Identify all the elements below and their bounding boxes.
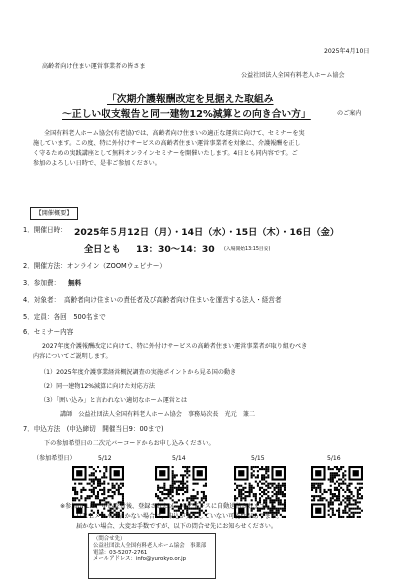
- content-description: 内容についてご説明します。: [33, 353, 112, 360]
- method: 2．開催方法：オンライン（ZOOMウェビナー）: [23, 262, 167, 270]
- qr-date-label: 5/12: [98, 455, 112, 462]
- intro-line: 全国有料老人ホーム協会(有老協)では、高齢者向け住まいの適正な運営に向けて、セミナーを実: [44, 130, 305, 137]
- qr-code-5-16[interactable]: [311, 466, 363, 518]
- desired-date-label: （参加希望日）: [33, 455, 76, 462]
- overview-label: 【開催概要】: [30, 207, 78, 220]
- time-note: (入場開始13:15目安): [224, 247, 271, 252]
- qr-date-label: 5/14: [172, 455, 186, 462]
- note-line: ※参加URLは、申込受付後、登録されたメールアドレスに自動送信されます。: [60, 503, 272, 510]
- qr-date-label: 5/15: [251, 455, 265, 462]
- content-description: 2027年度介護報酬改定に向けて、特に外付けサービスの高齢者住まい運営事業者が取り組むべき: [42, 343, 308, 350]
- target-label: 4．対象者：: [23, 296, 61, 304]
- capacity: 5．定員：各回 500名まで: [23, 313, 106, 321]
- topic-item: （1）2025年度介護事業経営概況調査の実施ポイントから見る国の動き: [40, 369, 237, 376]
- date-label: 1．開催日時：: [23, 226, 67, 234]
- note-line: 届かない場合、大変お手数ですが、以下の問合せ先にお知らせください。: [76, 523, 277, 530]
- fee-value: 無料: [68, 279, 82, 287]
- title-line-1: 「次期介護報酬改定を見据えた取組み: [107, 94, 274, 105]
- note-line: ＵＲＬメールが届かない場合は、申込が完了していない可能性があります。: [76, 513, 283, 520]
- intro-line: 参加のよろしい日時で、是非ご参加ください。: [33, 160, 161, 167]
- topic-item: （2）同一建物12%減算に向けた対応方法: [40, 383, 155, 390]
- topic-item: （3）「囲い込み」と言われない適切なホーム運営とは: [40, 397, 188, 404]
- time-value: 13：30～14：30: [136, 244, 215, 255]
- title-suffix: のご案内: [337, 110, 362, 117]
- title-line-2: ～正しい収支報告と同一建物12%減算との向き合い方」: [62, 109, 311, 120]
- sender: 公益社団法人全国有料老人ホーム協会: [241, 72, 345, 79]
- target-value: 高齢者向け住まいの責任者及び高齢者向け住まいを運営する法人・経営者: [64, 296, 282, 304]
- document-date: 2025年4月10日: [324, 48, 370, 55]
- contact-phone: 電話：03-5207-2761: [93, 549, 148, 556]
- application-instruction: 下の参加希望日の二次元バーコードからお申し込みください。: [44, 440, 215, 447]
- fee-label: 3．参加費：: [23, 279, 61, 287]
- contact-box: [88, 533, 216, 579]
- lecturer: 講師 公益社団法人全国有料老人ホーム協会 事務局次長 光元 兼二: [60, 411, 255, 418]
- application-label: 7．申込方法 (申込締切 開催当日9：00まで): [23, 425, 164, 433]
- contact-email: メールアドレス：info@yurokyo.or.jp: [93, 556, 187, 563]
- qr-date-label: 5/16: [327, 455, 341, 462]
- contact-heading: （問合せ先）: [93, 536, 126, 542]
- date-value: 2025年５月12日（月）・14日（水）・15日（木）・16日（金）: [74, 227, 340, 238]
- time-prefix: 全日とも: [84, 244, 121, 255]
- contact-org: 公益社団法人全国有料老人ホーム協会 事業部: [93, 542, 207, 549]
- intro-line: く守るための実践講座として無料オンラインセミナーを開催いたします。4日とも同内容です。ご: [33, 150, 298, 157]
- intro-line: 施しています。この度、特に外付けサービスの高齢者住まい運営事業者を対象に、介護報酬を正し: [33, 140, 301, 147]
- addressee: 高齢者向け住まい運営事業者の皆さま: [42, 63, 146, 70]
- content-label: 6．セミナー内容: [23, 328, 74, 336]
